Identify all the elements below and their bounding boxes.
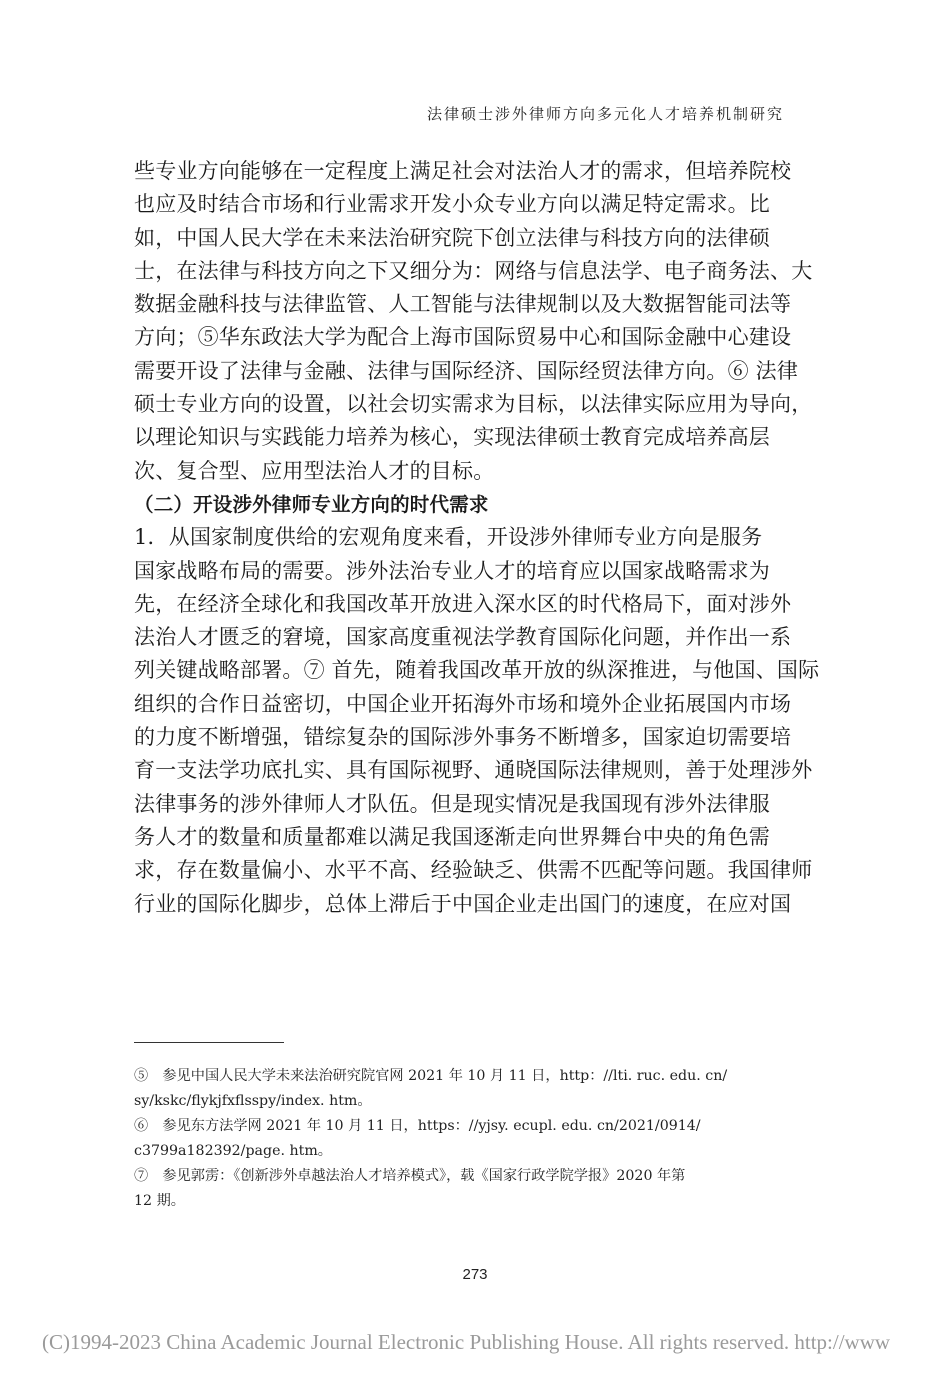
text-line: 如，中国人民大学在未来法治研究院下创立法律与科技方向的法律硕: [134, 225, 770, 250]
text-line: 需要开设了法律与金融、法律与国际经济、国际经贸法律方向。⑥ 法律: [134, 358, 799, 383]
text-line: 列关键战略部署。⑦ 首先，随着我国改革开放的纵深推进，与他国、国际: [134, 658, 820, 683]
text-line: 先，在经济全球化和我国改革开放进入深水区的时代格局下，面对涉外: [134, 591, 792, 616]
running-header: 法律硕士涉外律师方向多元化人才培养机制研究: [426, 105, 784, 123]
copyright-watermark: (C)1994-2023 China Academic Journal Electronic Publishing House. All rights reserved. http://www: [42, 1330, 891, 1354]
section-heading: （二）开设涉外律师专业方向的时代需求: [134, 492, 489, 516]
body-text: [134, 155, 820, 921]
footnote-divider: [134, 1042, 284, 1043]
footnote-line: ⑦ 参见郭雳：《创新涉外卓越法治人才培养模式》，载《国家行政学院学报》2020 年第: [134, 1168, 686, 1184]
text-line: 法律事务的涉外律师人才队伍。但是现实情况是我国现有涉外法律服: [134, 791, 770, 816]
text-line: 的力度不断增强，错综复杂的国际涉外事务不断增多，国家迫切需要培: [134, 725, 792, 750]
footnote-line: c3799a182392/page. htm。: [134, 1143, 332, 1159]
footnote-line: 12 期。: [134, 1193, 185, 1209]
text-line: 法治人才匮乏的窘境，国家高度重视法学教育国际化问题，并作出一系: [134, 625, 792, 650]
text-line: 硕士专业方向的设置，以社会切实需求为目标，以法律实际应用为导向，: [134, 392, 813, 417]
page-number: 273: [462, 1266, 488, 1283]
text-line: 也应及时结合市场和行业需求开发小众专业方向以满足特定需求。比: [134, 192, 770, 217]
footnote-line: sy/kskc/flykjfxflsspy/index. htm。: [134, 1093, 372, 1109]
text-line: 求，存在数量偏小、水平不高、经验缺乏、供需不匹配等问题。我国律师: [134, 858, 813, 883]
text-line: 方向；⑤华东政法大学为配合上海市国际贸易中心和国际金融中心建设: [134, 325, 792, 350]
text-line: 务人才的数量和质量都难以满足我国逐渐走向世界舞台中央的角色需: [134, 824, 770, 849]
text-line: 育一支法学功底扎实、具有国际视野、通晓国际法律规则，善于处理涉外: [134, 758, 813, 783]
text-line: 行业的国际化脚步，总体上滞后于中国企业走出国门的速度，在应对国: [134, 891, 792, 916]
text-line: 次、复合型、应用型法治人才的目标。: [134, 458, 495, 483]
footnotes: [134, 1064, 786, 1214]
text-line: 士，在法律与科技方向之下又细分为：网络与信息法学、电子商务法、大: [134, 258, 813, 283]
text-line: 以理论知识与实践能力培养为核心，实现法律硕士教育完成培养高层: [134, 425, 770, 450]
text-line: 组织的合作日益密切，中国企业开拓海外市场和境外企业拓展国内市场: [134, 691, 792, 716]
footnote-line: ⑤ 参见中国人民大学未来法治研究院官网 2021 年 10 月 11 日，http：//lti. ruc. edu. cn/: [134, 1068, 728, 1084]
text-line: 国家战略布局的需要。涉外法治专业人才的培育应以国家战略需求为: [134, 558, 770, 583]
footnote-line: ⑥ 参见东方法学网 2021 年 10 月 11 日，https：//yjsy. ecupl. edu. cn/2021/0914/: [134, 1118, 701, 1134]
text-line: 1．从国家制度供给的宏观角度来看，开设涉外律师专业方向是服务: [134, 525, 763, 550]
text-line: 数据金融科技与法律监管、人工智能与法律规制以及大数据智能司法等: [134, 292, 792, 317]
text-line: 些专业方向能够在一定程度上满足社会对法治人才的需求，但培养院校: [134, 159, 792, 183]
